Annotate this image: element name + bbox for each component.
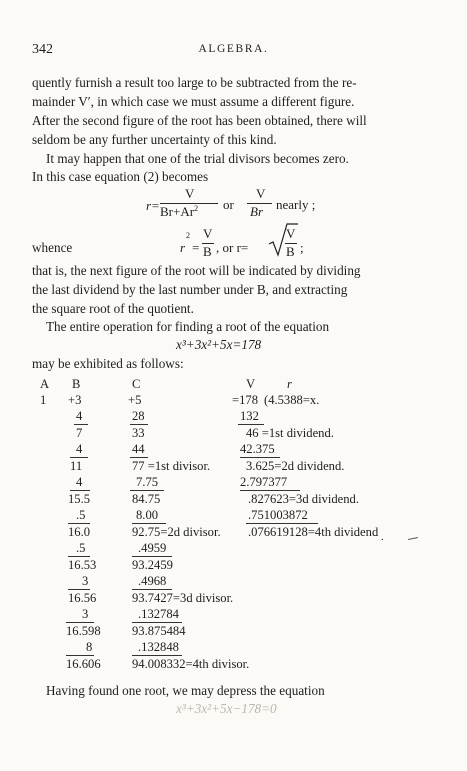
eq-denominator: B xyxy=(203,244,212,259)
sum-rule xyxy=(132,556,172,557)
page-number: 342 xyxy=(32,42,53,57)
table-cell: 15.5 xyxy=(68,492,91,506)
sum-rule xyxy=(66,655,94,656)
col-header-A: A xyxy=(40,377,50,391)
eq-text: nearly ; xyxy=(276,197,316,212)
sum-rule xyxy=(240,457,280,458)
text-line: Having found one root, we may depress the equation xyxy=(46,683,325,698)
table-cell: 92.75=2d divisor. xyxy=(132,525,221,539)
sum-rule xyxy=(132,622,182,623)
stray-mark: ⸱ xyxy=(381,535,384,546)
eq-numerator: V xyxy=(203,226,213,241)
eq-denominator: B xyxy=(286,244,295,259)
col-header-r: r xyxy=(287,377,292,391)
table-cell: (4.5388=x. xyxy=(264,393,320,407)
table-cell: 33 xyxy=(132,426,145,440)
table-cell: 8 xyxy=(86,640,93,654)
table-cell: =178 xyxy=(232,393,258,407)
table-cell: .751003872 xyxy=(248,508,308,522)
sum-rule xyxy=(70,457,88,458)
table-cell: 16.53 xyxy=(68,558,97,572)
sum-rule xyxy=(68,556,90,557)
table-cell: 3.625=2d dividend. xyxy=(246,459,345,473)
table-cell: 46 =1st dividend. xyxy=(246,426,334,440)
table-cell: 16.56 xyxy=(68,591,97,605)
eq-text: ; xyxy=(300,240,304,255)
sum-rule xyxy=(66,622,94,623)
equation-depress: x³+3x²+5x−178=0 xyxy=(176,701,277,716)
table-cell: 3 xyxy=(82,607,89,621)
text-line: may be exhibited as follows: xyxy=(32,356,184,371)
table-cell: 4 xyxy=(76,409,83,423)
text-line: the square root of the quotient. xyxy=(32,301,194,316)
col-header-C: C xyxy=(132,377,141,391)
sum-rule xyxy=(132,523,166,524)
table-cell: 84.75 xyxy=(132,492,161,506)
table-cell: .132784 xyxy=(138,607,179,621)
equation-main: x³+3x²+5x=178 xyxy=(176,337,262,352)
running-title: ALGEBRA. xyxy=(198,43,269,55)
sum-rule xyxy=(132,589,172,590)
text-line: quently furnish a result too large to be subtracted from the re- xyxy=(32,75,357,90)
col-header-B: B xyxy=(72,377,81,391)
text-line: that is, the next figure of the root will be indicated by dividing xyxy=(32,263,361,278)
table-cell: .132848 xyxy=(138,640,179,654)
sum-rule xyxy=(68,589,90,590)
table-cell: 3 xyxy=(82,574,89,588)
table-cell: 1 xyxy=(40,393,47,407)
table-cell: .076619128=4th dividend xyxy=(248,525,379,539)
sum-rule xyxy=(68,523,90,524)
table-cell: 93.7427=3d divisor. xyxy=(132,591,234,605)
eq-text: = xyxy=(192,240,200,255)
stray-mark xyxy=(408,537,418,540)
table-cell: .5 xyxy=(76,508,86,522)
table-cell: .4959 xyxy=(138,541,167,555)
eq-numerator: V xyxy=(185,186,195,201)
table-cell: 77 =1st divisor. xyxy=(132,459,211,473)
table-cell: 28 xyxy=(132,409,145,423)
eq-denominator: Br xyxy=(250,204,263,219)
table-cell: 7.75 xyxy=(136,475,159,489)
text-line: After the second figure of the root has been obtained, there will xyxy=(32,113,367,128)
sum-rule xyxy=(70,490,90,491)
text-line: The entire operation for finding a root of the equation xyxy=(46,319,330,334)
eq-denominator: $Br+Ar^2$ xyxy=(160,204,199,219)
table-cell: 16.598 xyxy=(66,624,101,638)
sum-rule xyxy=(130,424,148,425)
table-cell: 8.00 xyxy=(136,508,159,522)
table-cell: 16.606 xyxy=(66,657,101,671)
sum-rule xyxy=(130,490,164,491)
sum-rule xyxy=(238,424,264,425)
table-cell: 16.0 xyxy=(68,525,91,539)
table-cell: 2.797377 xyxy=(240,475,288,489)
eq-numerator: V xyxy=(256,186,266,201)
text-word: whence xyxy=(32,240,73,255)
table-cell: 7 xyxy=(76,426,83,440)
table-cell: .5 xyxy=(76,541,86,555)
table-cell: 93.875484 xyxy=(132,624,186,638)
table-cell: 11 xyxy=(70,459,83,473)
text-line: In this case equation (2) becomes xyxy=(32,169,209,184)
table-cell: .4968 xyxy=(138,574,167,588)
sum-rule xyxy=(132,655,182,656)
table-cell: 44 xyxy=(132,442,145,456)
sum-rule xyxy=(74,424,88,425)
sum-rule xyxy=(246,523,318,524)
eq-text: , or r= xyxy=(216,240,249,255)
text-line: the last dividend by the last number under B, and extracting xyxy=(32,282,348,297)
table-cell: 4 xyxy=(76,442,83,456)
table-cell: +3 xyxy=(68,393,82,407)
table-cell: 4 xyxy=(76,475,83,489)
eq-numerator: V xyxy=(286,226,296,241)
table-cell: 93.2459 xyxy=(132,558,173,572)
sum-rule xyxy=(130,457,148,458)
eq-text: or xyxy=(223,197,234,212)
table-cell: .827623=3d dividend. xyxy=(248,492,359,506)
table-cell: 94.008332=4th divisor. xyxy=(132,657,250,671)
sum-rule xyxy=(240,490,300,491)
text-line: seldom be any further uncertainty of this kind. xyxy=(32,132,277,147)
table-cell: +5 xyxy=(128,393,142,407)
eq-symbol: r xyxy=(180,240,186,255)
text-line: It may happen that one of the trial divisors becomes zero. xyxy=(46,151,349,166)
text-line: mainder V′, in which case we must assume a different figure. xyxy=(32,94,355,109)
eq-symbol: r= xyxy=(146,198,160,213)
table-cell: 132 xyxy=(240,409,259,423)
table-cell: 42.375 xyxy=(240,442,275,456)
col-header-V: V xyxy=(246,377,256,391)
